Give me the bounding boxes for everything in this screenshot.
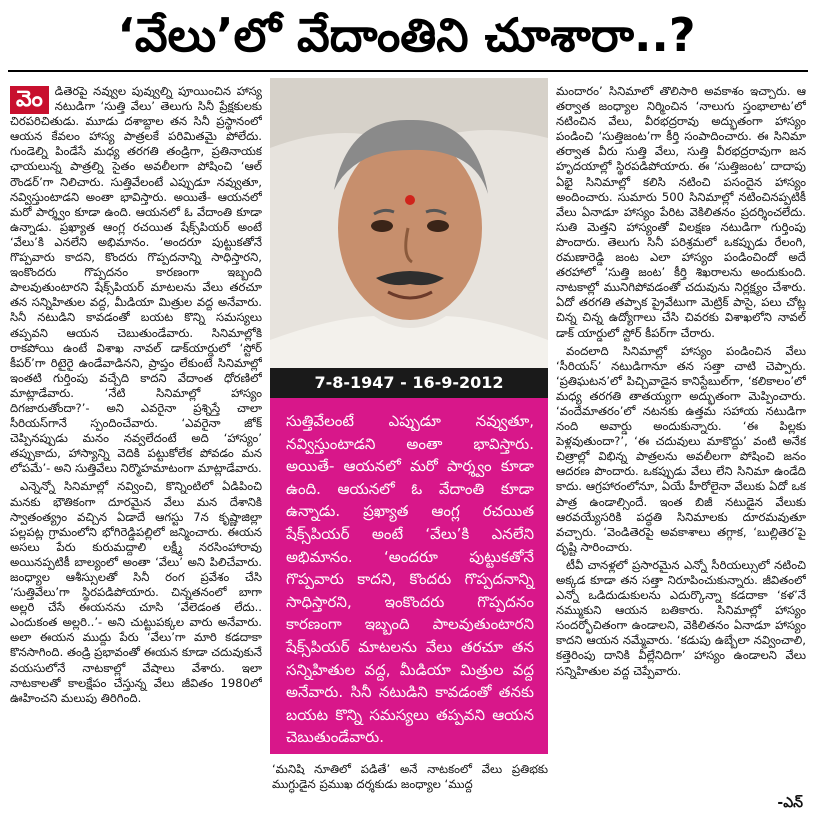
portrait-illustration [270, 78, 548, 368]
article-column-2-bottom: ‘మనిషి నూతిలో పడితే’ అనే నాటకంలో వేలు ప్రతిభకు ముగ్ధుడైన ప్రముఖ దర్శకుడు జంధ్యాల ‘ముద్ద [272, 762, 548, 792]
paragraph-1: వెం డితెరపై నవ్వుల పువ్వుల్ని పూయించిన హాస్య నటుడిగా ‘సుత్తి వేలు’ తెలుగు సినీ ప్రేక్షకులకు చిరపరిచితుడు. మూడు దశాబ్దాల తన సినీ ప్రస్థానంలో ఆయన కేవలం హాస్య పాత్రలకే పరిమితమై పోలేదు. గుండెల్ని పిండేసే మధ్య తరగతి తండ్రిగా, ప్రతినాయక ఛాయలున్న పాత్రల్ని సైతం అవలీలగా పోషించి ‘ఆల్ రౌండర్’గా నిలిచారు. సుత్తివేలంటే ఎప్పుడూ నవ్వుతూ, నవ్విస్తుంటాడని అంతా భావిస్తారు. అయితే- ఆయనలో మరో పార్శ్వం కూడా ఉంది. ఆయనలో ఓ వేదాంతి కూడా ఉన్నాడు. ప్రఖ్యాత ఆంగ్ల రచయిత షేక్స్‌పియర్ అంటే ‘వేలు’కి ఎనలేని అభిమానం. ‘అందరూ పుట్టుకతోనే గొప్పవారు కాదని, కొందరు గొప్పదనాన్ని సాధిస్తారని, ఇంకొందరు గొప్పదనం కారణంగా ఇబ్బంది పాలవుతుంటారని షేక్స్‌పియర్ మాటలను వేలు తరచూ తన సన్నిహితుల వద్ద, మీడియా మిత్రుల వద్ద అనేవారు. సినీ నటుడిని కావడంతో బయట కొన్ని సమస్యలు తప్పవని ఆయన చెబుతుండేవారు. సినిమాల్లోకి రాకపోయి ఉంటే విశాఖ నావల్ డాక్‌యార్డులో ‘స్టోర్ కీపర్’గా రిటైరై ఉండేవాడినని, ప్రాప్తం లేకుంటే సినిమాల్లో ఇంతటి గుర్తింపు వచ్చేది కాదని వేదాంత ధోరణిలో మాట్లాడేవారు. ‘నేటి సినిమాల్లో హాస్యం దిగజారుతోందా?’- అని ఎవరైనా ప్రశ్నిస్తే చాలా సీరియస్‌గానే స్పందించేవారు. ‘ఎవరైనా జోక్ చెప్పినప్పుడు మనం నవ్వలేదంటే అది ‘హాస్యం’ తప్పుకాదు, హాస్యాన్ని వెదికి పట్టుకోలేక పోవడం మన లోపమే’- అని సుత్తివేలు నిర్మొహమాటంగా మాట్లాడేవారు. [10, 84, 262, 476]
headline: ‘వేలు’లో వేదాంతిని చూశారా..? [117, 8, 696, 62]
drop-cap: వెం [10, 86, 49, 114]
article-column-3 [556, 84, 806, 790]
paragraph-4: వందలాది సినిమాల్లో హాస్యం పండించిన వేలు ‘సీరియస్’ నటుడిగానూ తన సత్తా చాటి చెప్పారు. ‘ప్రతిఘటన’లో పిచ్చివాడైన కానిస్టేబుల్‌గా, ‘కలికాలం’లో మధ్య తరగతి తాతయ్యగా అద్భుతంగా మెప్పించారు. ‘వందేమాతరం’లో నటనకు ఉత్తమ సహాయ నటుడిగా నంది అవార్డు అందుకున్నారు. ‘ఈ పిల్లకు పెళ్లవుతుందా?’, ‘ఈ చదువులు మాకొద్దు’ వంటి అనేక చిత్రాల్లో విభిన్న పాత్రలను అవలీలగా పోషించి జనం ఆదరణ పొందారు. ఒకప్పుడు వేలు లేని సినిమా ఉండేది కాదు. ఆగ్రహారంలోనూ, ఏయే హీరోలైనా వేలుకు ఏదో ఒక పాత్ర ఉండాల్సిందే. ఇంత బిజీ నటుడైన వేలుకు ఆరవయ్యేసరికి పద్ధతి సినిమాలకు దూరమవుతూ వచ్చారు. ‘వెండితెరపై అవకాశాలు తగ్గాక, ‘బుల్లితెర’పై దృష్టి సారించారు. [556, 343, 806, 554]
pull-quote-box: సుత్తివేలంటే ఎప్పుడూ నవ్వుతూ, నవ్విస్తుంటాడని అంతా భావిస్తారు. అయితే- ఆయనలో మరో పార్శ్వం కూడా ఉంది. ఆయనలో ఓ వేదాంతి కూడా ఉన్నాడు. ప్రఖ్యాత ఆంగ్ల రచయిత షేక్స్‌పియర్ అంటే ‘వేలు’కి ఎనలేని అభిమానం. ‘అందరూ పుట్టుకతోనే గొప్పవారు కాదని, కొందరు గొప్పదనాన్ని సాధిస్తారని, ఇంకొందరు గొప్పదనం కారణంగా ఇబ్బంది పాలవుతుంటారని షేక్స్‌పియర్ మాటలను వేలు తరచూ తన సన్నిహితుల వద్ద, మీడియా మిత్రుల వద్ద అనేవారు. సినీ నటుడిని కావడంతో తనకు బయట కొన్ని సమస్యలు తప్పవని ఆయన చెబుతుండేవారు. [270, 398, 548, 754]
byline: -ఎన్ [777, 795, 803, 811]
article-column-1 [10, 84, 262, 808]
paragraph-2: ఎన్నెన్నో సినిమాల్లో నవ్వించి, కొన్నింటిలో ఏడిపించి మనకు భౌతికంగా దూరమైన వేలు మన దేశానికి స్వాతంత్య్రం వచ్చిన ఏడాదే ఆగస్టు 7న కృష్ణాజిల్లా పల్లపట్ల గ్రామంలోని భోగిరెడ్డిపల్లిలో జన్మించారు. ఈయన అసలు పేరు కురుమద్దాలి లక్ష్మీ నరసింహారావు అయినప్పటికీ బాల్యంలో అంతా ‘వేలు’ అని పిలిచేవారు. జంధ్యాల ఆశీస్సులతో సినీ రంగ ప్రవేశం చేసి ‘సుత్తివేలు’గా స్థిరపడిపోయారు. చిన్నతనంలో బాగా అల్లరి చేసే ఈయనను చూసి ‘వేలెడంత లేదు.. ఎందుకంత అల్లరి..’- అని చుట్టుపక్కల వారు అనేవారు. అలా ఈయన ముద్దు పేరు ‘వేలు’గా మారి కడదాకా కొనసాగింది. తండ్రి ప్రభావంతో ఈయన కూడా చదువుకునే వయసులోనే నాటకాల్లో వేషాలు వేశారు. ఇలా నాటకాలతో కాలక్షేపం చేస్తున్న వేలు జీవితం 1980లో ఊహించని మలుపు తిరిగింది. [10, 479, 262, 705]
headline-rule [8, 70, 808, 72]
life-dates: 7-8-1947 - 16-9-2012 [270, 368, 548, 398]
paragraph-5: టీవీ చానళ్లలో ప్రసారమైన ఎన్నో సీరియల్సులో నటించి అక్కడ కూడా తన సత్తా నిరూపించుకున్నారు. జీవితంలో ఎన్నో ఒడిదుడుకులను ఎదుర్కొన్నా కడదాకా ‘కళ’నే నమ్ముకుని ఆయన బతికారు. సినిమాల్లో హాస్యం సందర్భోచితంగా ఉండాలని, వెకిలితనం ఏనాడూ హాస్యం కాదని ఆయన నమ్మేవారు. ‘కడుపు ఉబ్బేలా నవ్వించాలి, కత్తెరింపు దానికి వీల్లేనిదిగా’ హాస్యం ఉండాలని వేలు సన్నిహితుల వద్ద చెప్పేవారు. [556, 557, 806, 678]
paragraph-3: మందారం’ సినిమాలో తొలిసారి అవకాశం ఇచ్చారు. ఆ తర్వాత జంధ్యాల నిర్మించిన ‘నాలుగు స్తంభాలాట’లో నటించిన వేలు, వీరభద్రరావు అద్భుతంగా హాస్యం పండించి ‘సుత్తిజంట’గా కీర్తి సంపాదించారు. ఈ సినిమా తర్వాత వీరు సుత్తి వేలు, సుత్తి వీరభద్రరావుగా జన హృదయాల్లో స్థిరపడిపోయారు. ఈ ‘సుత్తిజంట’ దాదాపు ఏభై సినిమాల్లో కలిసి నటించి పసందైన హాస్యం అందించారు. సుమారు 500 సినిమాల్లో నటించినప్పటికీ వేలు ఏనాడూ హాస్యం పేరిట వెకిలితనం ప్రదర్శించలేదు. సుతి మెత్తని హాస్యంతో విలక్షణ నటుడిగా గుర్తింపు పొందారు. తెలుగు సినీ పరిశ్రమలో ఒకప్పుడు రేలంగి, రమణారెడ్డి జంట ఎలా హాస్యం పండించిందో అదే తరహాలో ‘సుత్తి జంట’ కీర్తి శిఖరాలను అందుకుంది. నాటకాల్లో మునిగిపోవడంతో చదువును నిర్లక్ష్యం చేశారు. ఏదో తరగతి తప్పాక ప్రైవేటుగా మెట్రిక్ పాసై, పలు చోట్ల చిన్న చిన్న ఉద్యోగాలు చేసి చివరకు విశాఖలోని నావల్ డాక్ యార్డులో స్టోర్ కీపర్‌గా చేరారు. [556, 84, 806, 340]
portrait-photo [270, 78, 548, 368]
